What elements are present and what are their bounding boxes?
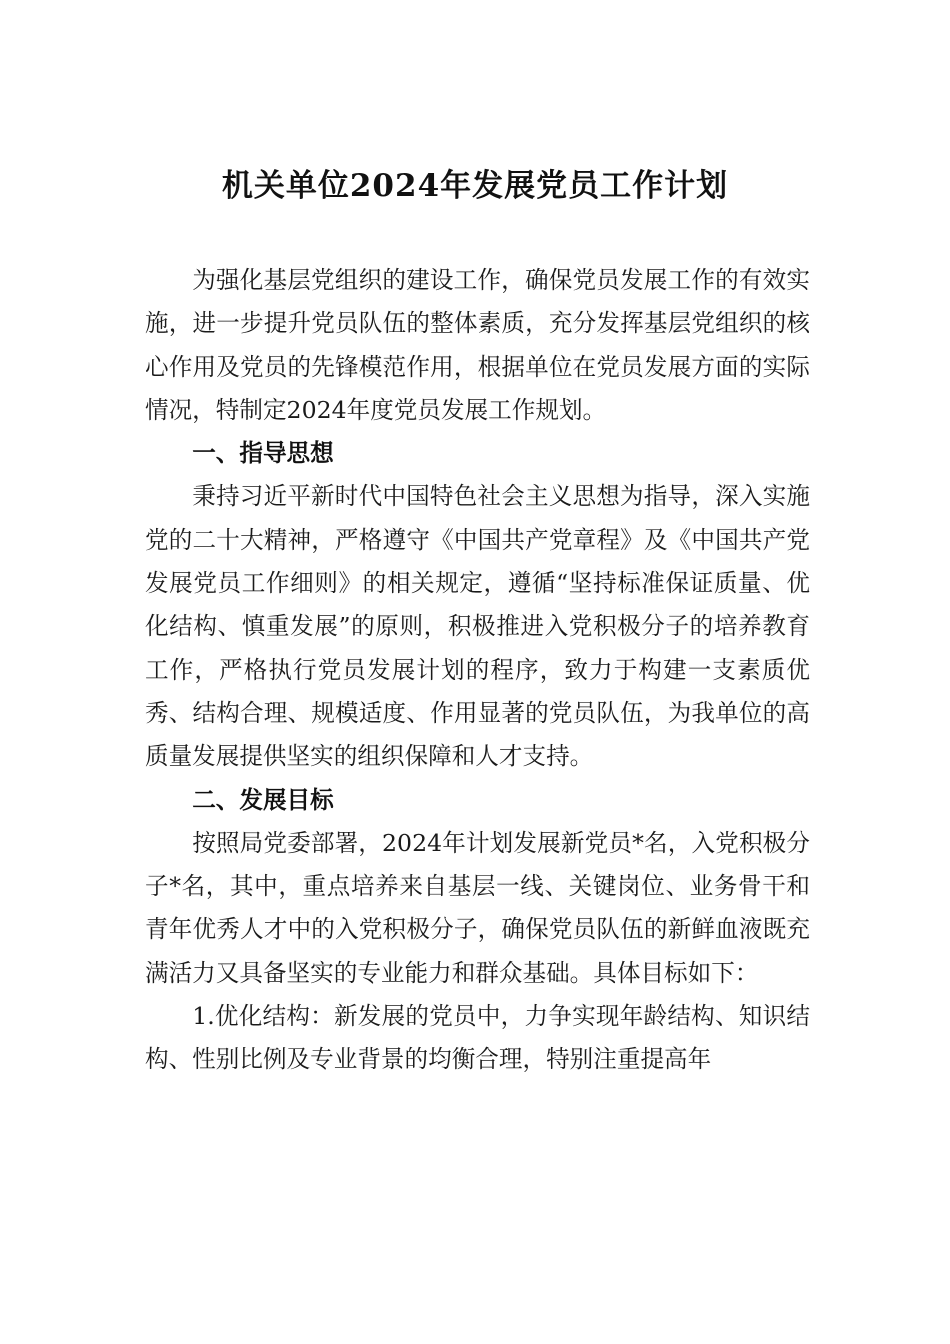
page-title: 机关单位2024年发展党员工作计划	[221, 168, 729, 204]
section-heading-guiding-ideology: 一、指导思想	[192, 439, 334, 468]
goal-item-optimize-structure: 1.优化结构：新发展的党员中，力争实现年龄结构、知识结构、性别比例及专业背景的均衡合理，特别注重提高年	[145, 1002, 810, 1074]
guiding-ideology-paragraph: 秉持习近平新时代中国特色社会主义思想为指导，深入实施党的二十大精神，严格遵守《中国共产党章程》及《中国共产党发展党员工作细则》的相关规定，遵循“坚持标准保证质量、优化结构、慎重发展”的原则，积极推进入党积极分子的培养教育工作，严格执行党员发展计划的程序，致力于构建一支素质优秀、结构合理、规模适度、作用显著的党员队伍，为我单位的高质量发展提供坚实的组织保障和人才支持。	[145, 482, 810, 771]
document-body	[145, 259, 810, 1082]
development-goals-paragraph: 按照局党委部署，2024年计划发展新党员*名，入党积极分子*名，其中，重点培养来自基层一线、关键岗位、业务骨干和青年优秀人才中的入党积极分子，确保党员队伍的新鲜血液既充满活力又具备坚实的专业能力和群众基础。具体目标如下：	[145, 828, 810, 987]
section-heading-development-goals: 二、发展目标	[192, 785, 334, 814]
intro-paragraph: 为强化基层党组织的建设工作，确保党员发展工作的有效实施，进一步提升党员队伍的整体素质，充分发挥基层党组织的核心作用及党员的先锋模范作用，根据单位在党员发展方面的实际情况，特制定2024年度党员发展工作规划。	[145, 266, 810, 424]
